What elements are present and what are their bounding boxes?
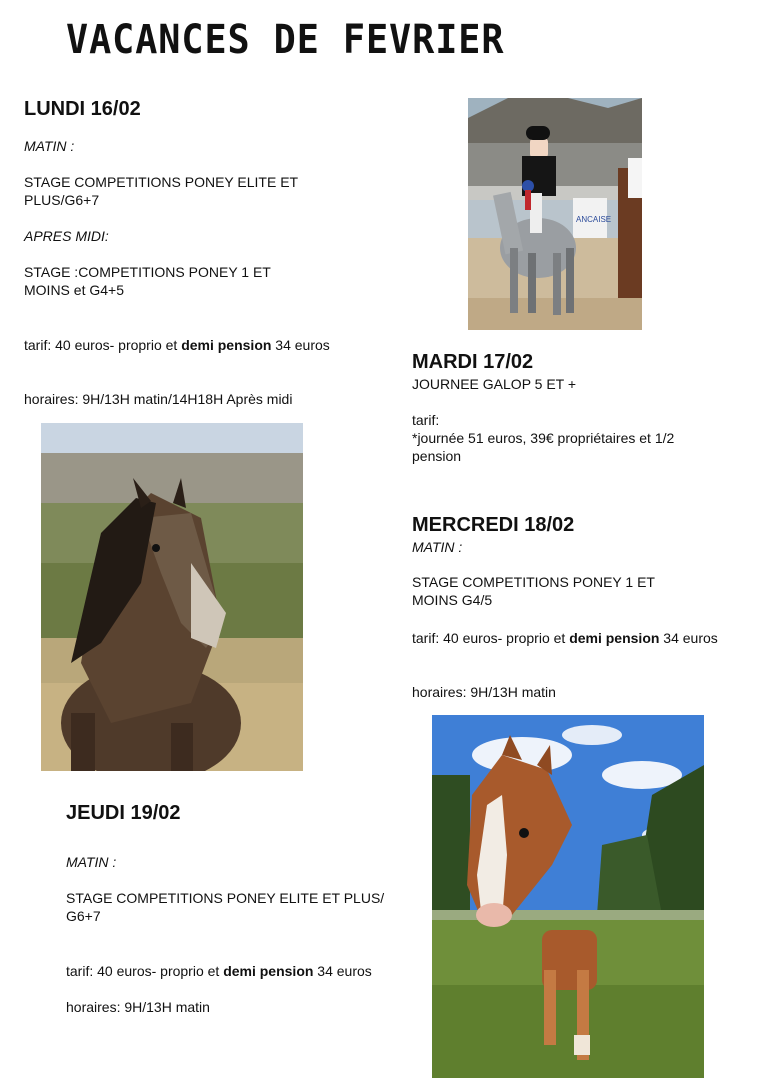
jeudi-matin-label: MATIN : <box>66 854 117 870</box>
photo-bay-pony <box>41 423 303 771</box>
mercredi-tarif <box>412 629 722 647</box>
mercredi-tarif-b: 34 euros <box>659 630 718 646</box>
lundi-tarif-b: 34 euros <box>271 337 330 353</box>
lundi-tarif <box>24 336 334 354</box>
lundi-apres-label: APRES MIDI: <box>24 228 109 244</box>
lundi-heading: LUNDI 16/02 <box>24 98 141 120</box>
jeudi-tarif <box>66 962 416 980</box>
jeudi-heading: JEUDI 19/02 <box>66 802 181 824</box>
mercredi-horaires: horaires: 9H/13H matin <box>412 684 556 700</box>
lundi-apres-text: STAGE :COMPETITIONS PONEY 1 ET MOINS et G4+5 <box>24 264 271 298</box>
lundi-tarif-bold: demi pension <box>181 337 272 353</box>
mardi-heading: MARDI 17/02 <box>412 351 534 373</box>
lundi-matin-label: MATIN : <box>24 138 75 154</box>
mardi-tarif-label: tarif: <box>412 412 440 428</box>
photo-foal <box>432 715 704 1078</box>
banner-text: ANCAISE <box>576 215 612 224</box>
lundi-matin-text: STAGE COMPETITIONS PONEY ELITE ET PLUS/G6+7 <box>24 174 298 208</box>
jeudi-horaires: horaires: 9H/13H matin <box>66 999 210 1015</box>
mercredi-tarif-bold: demi pension <box>569 630 660 646</box>
mardi-tarif-text: *journée 51 euros, 39€ propriétaires et 1/2 pension <box>412 430 675 464</box>
jeudi-tarif-b: 34 euros <box>313 963 372 979</box>
jeudi-tarif-a: tarif: 40 euros- proprio et <box>66 963 224 979</box>
jeudi-matin-text: STAGE COMPETITIONS PONEY ELITE ET PLUS/ G6+7 <box>66 890 385 924</box>
lundi-horaires: horaires: 9H/13H matin/14H18H Après midi <box>24 391 293 407</box>
photo-show-jumping <box>468 98 642 330</box>
mercredi-matin-label: MATIN : <box>412 539 463 555</box>
mercredi-matin-text: STAGE COMPETITIONS PONEY 1 ET MOINS G4/5 <box>412 574 655 608</box>
lundi-tarif-a: tarif: 40 euros- proprio et <box>24 337 182 353</box>
mercredi-tarif-a: tarif: 40 euros- proprio et <box>412 630 570 646</box>
page-title: VACANCES DE FEVRIER <box>66 17 505 63</box>
jeudi-tarif-bold: demi pension <box>223 963 314 979</box>
mercredi-heading: MERCREDI 18/02 <box>412 514 575 536</box>
mardi-text: JOURNEE GALOP 5 ET + <box>412 376 577 392</box>
